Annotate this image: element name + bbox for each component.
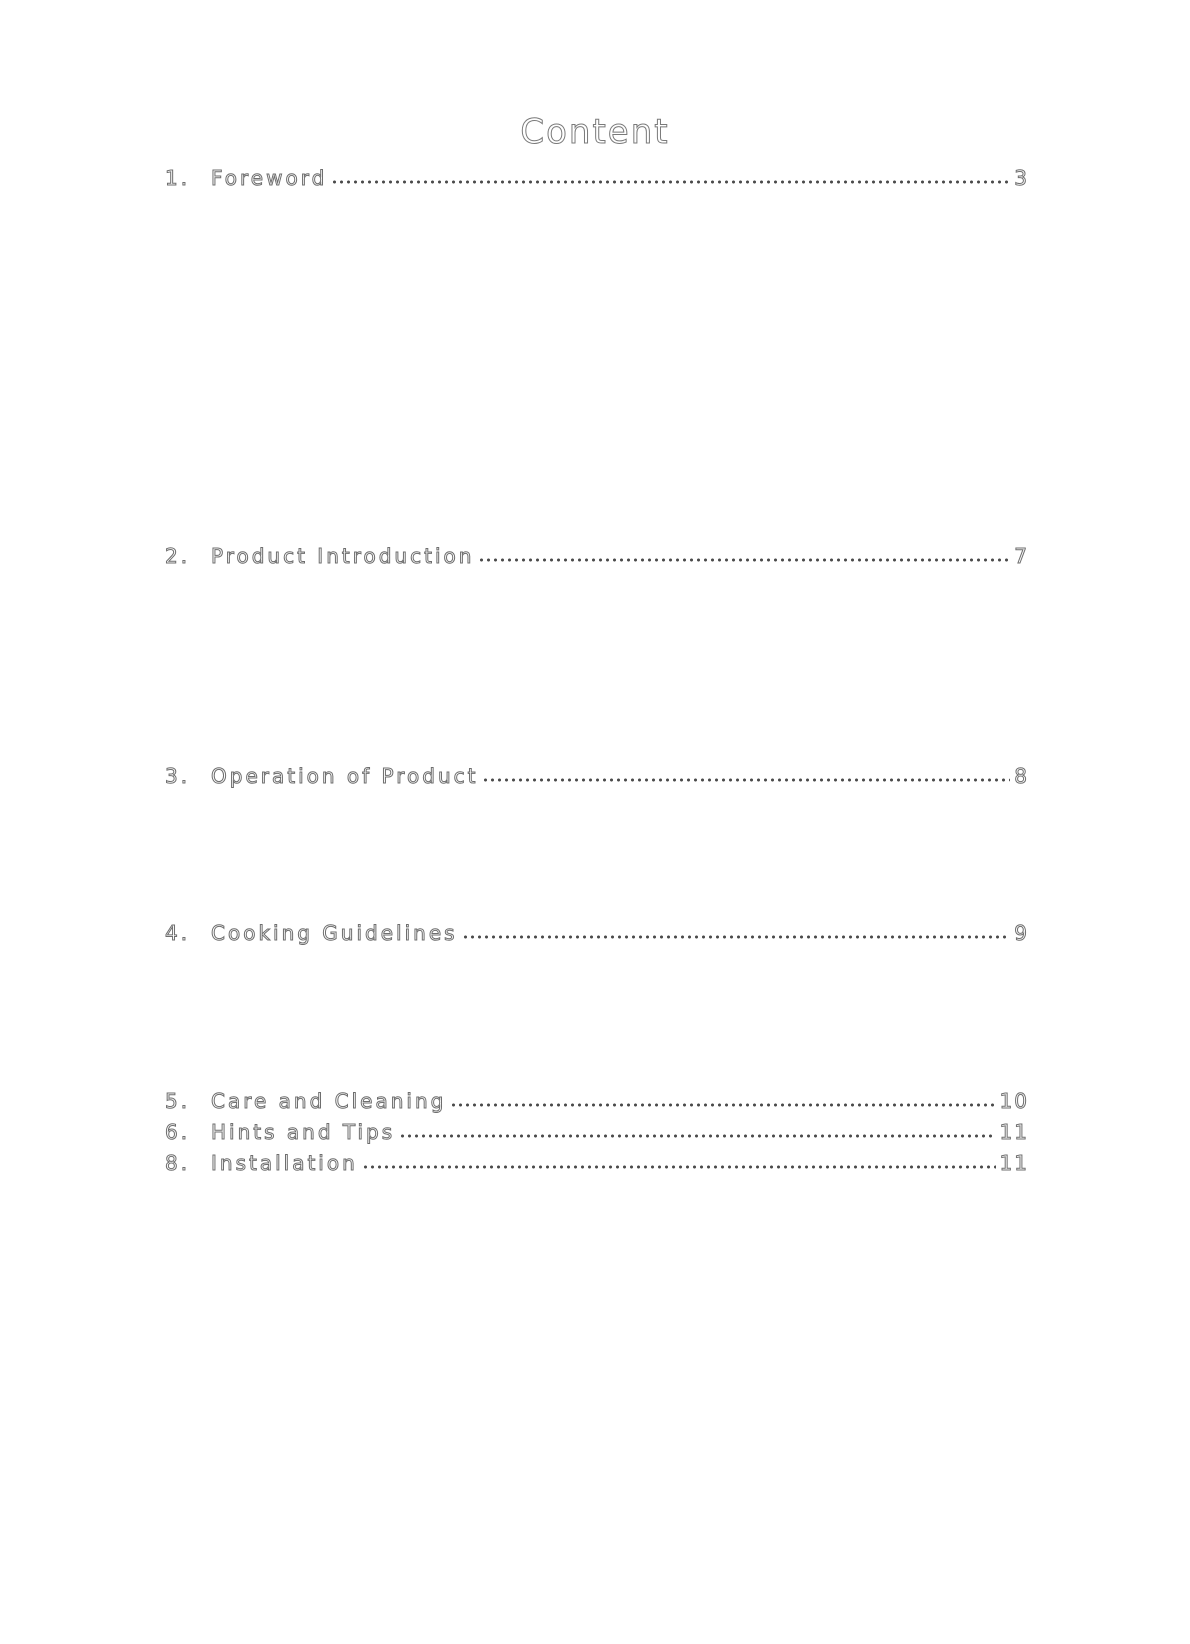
toc-entry-cooking-guidelines [165, 915, 1029, 945]
toc-entry-label: Product Introduction [211, 544, 475, 568]
toc-entry-number: 6. [165, 1120, 191, 1144]
toc-entry-label: Hints and Tips [211, 1120, 396, 1144]
toc-dot-leader [462, 935, 1011, 939]
toc-dot-leader [399, 1134, 995, 1138]
toc-entry-number: 4. [165, 921, 191, 945]
toc-entry-label: Operation of Product [211, 764, 479, 788]
toc-entry-label: Cooking Guidelines [211, 921, 458, 945]
toc-entry-page: 11 [999, 1120, 1029, 1144]
toc-entry-page: 10 [999, 1089, 1029, 1113]
toc-dot-leader [450, 1103, 995, 1107]
page-title: Content [520, 112, 670, 152]
toc-entry-label: Care and Cleaning [211, 1089, 447, 1113]
toc-entry-operation-of-product [165, 758, 1029, 788]
toc-dot-leader [482, 778, 1010, 782]
toc-dot-leader [478, 558, 1010, 562]
toc-entry-foreword [165, 160, 1029, 190]
toc-entry-number: 2. [165, 544, 191, 568]
toc-entry-number: 5. [165, 1089, 191, 1113]
toc-entry-care-and-cleaning [165, 1083, 1029, 1113]
toc-entry-number: 8. [165, 1151, 191, 1175]
toc-entry-page: 8 [1014, 764, 1029, 788]
toc-entry-product-introduction [165, 538, 1029, 568]
toc-dot-leader [331, 180, 1010, 184]
toc-entry-label: Installation [211, 1151, 358, 1175]
toc-entry-hints-and-tips [165, 1114, 1029, 1144]
toc-dot-leader [362, 1165, 996, 1169]
toc-entry-page: 11 [999, 1151, 1029, 1175]
toc-entry-page: 3 [1014, 166, 1029, 190]
toc-entry-installation [165, 1145, 1029, 1175]
toc-entry-page: 7 [1014, 544, 1029, 568]
toc-entry-number: 3. [165, 764, 191, 788]
toc-entry-page: 9 [1014, 921, 1029, 945]
toc-entry-label: Foreword [211, 166, 328, 190]
toc-entry-number: 1. [165, 166, 191, 190]
